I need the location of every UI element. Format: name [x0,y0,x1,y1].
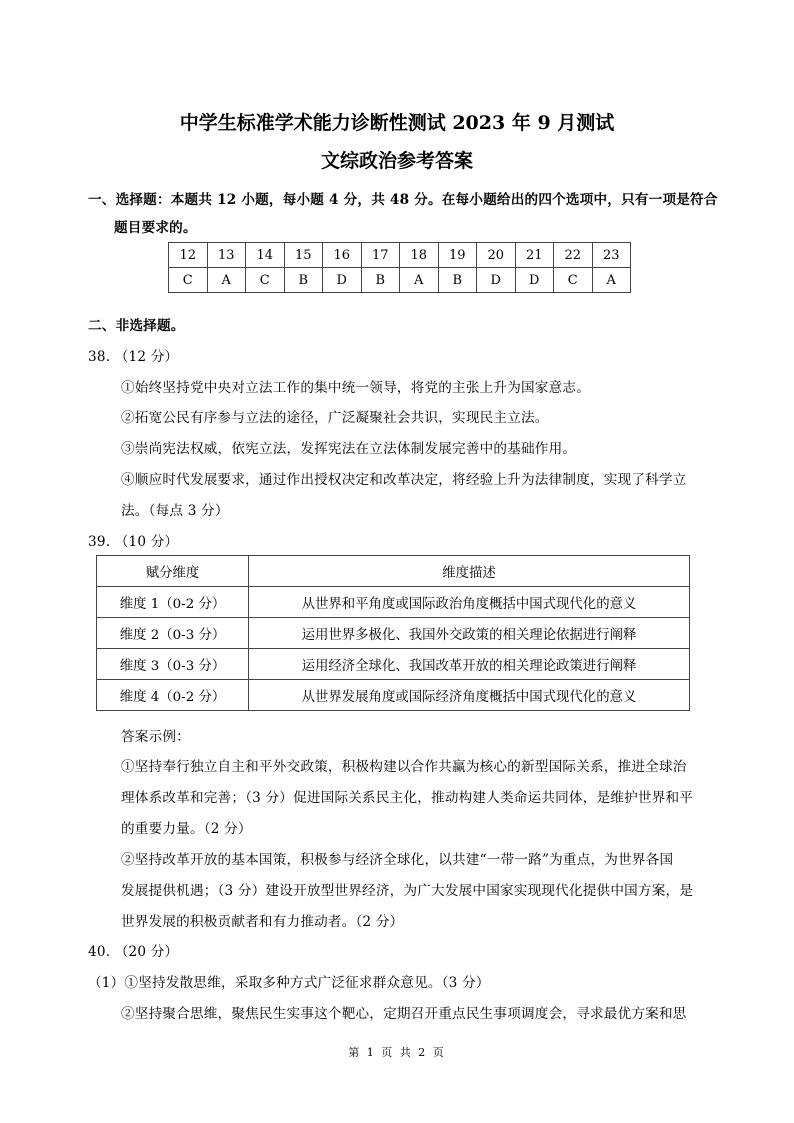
q39-label: 39. （10 分） [88,534,179,550]
question-number: 17 [361,243,400,268]
section2-heading: 二、非选择题。 [88,318,185,334]
rubric-row [97,649,690,680]
question-number-row [169,243,631,268]
answer-cell: A [400,268,439,293]
answer-cell: C [554,268,593,293]
answer-cell: D [323,268,362,293]
question-number: 22 [554,243,593,268]
section1-heading-cont: 题目要求的。 [114,220,197,236]
question-number: 15 [284,243,323,268]
answer-cell: C [169,268,208,293]
question-number: 12 [169,243,208,268]
answer-cell: A [592,268,631,293]
q39-example-line: 发展提供机遇；（3 分）建设开放型世界经济，为广大发展中国家实现现代化提供中国方案，是 [121,883,694,899]
answer-cell: D [515,268,554,293]
q39-example-label: 答案示例： [121,729,190,745]
question-number: 18 [400,243,439,268]
question-number: 20 [477,243,516,268]
q40-part1-point-1: （1）①坚持发散思维，采取多种方式广泛征求群众意见。（3 分） [88,975,490,991]
scoring-rubric-table [96,555,690,711]
q39-example-line: ①坚持奉行独立自主和平外交政策，积极构建以合作共赢为核心的新型国际关系，推进全球治 [121,759,687,775]
q38-point-4: ④顺应时代发展要求，通过作出授权决定和改革决定，将经验上升为法律制度，实现了科学立 [121,472,687,488]
q38-point-4-cont: 法。（每点 3 分） [121,503,229,519]
rubric-description: 从世界和平角度或国际政治角度概括中国式现代化的意义 [249,587,690,618]
answer-cell: B [284,268,323,293]
answer-cell: C [246,268,285,293]
q40-label: 40. （20 分） [88,944,179,960]
answer-cell: B [361,268,400,293]
document-subtitle: 文综政治参考答案 [320,150,473,172]
question-number: 19 [438,243,477,268]
question-number: 23 [592,243,631,268]
rubric-description: 运用世界多极化、我国外交政策的相关理论依据进行阐释 [249,618,690,649]
rubric-header-row [97,556,690,587]
q38-point-1: ①始终坚持党中央对立法工作的集中统一领导，将党的主张上升为国家意志。 [121,380,590,396]
q39-example-line: 世界发展的积极贡献者和有力推动者。（2 分） [121,914,404,930]
q39-example-line: 的重要力量。（2 分） [121,821,252,837]
rubric-dimension: 维度 3（0-3 分） [97,649,249,680]
rubric-dimension: 维度 4（0-2 分） [97,680,249,711]
answer-row [169,268,631,293]
q38-label: 38. （12 分） [88,349,179,365]
answer-cell: B [438,268,477,293]
multiple-choice-answer-table [168,242,631,293]
page-number: 第 1 页 共 2 页 [348,1046,446,1059]
rubric-description: 从世界发展角度或国际经济角度概括中国式现代化的意义 [249,680,690,711]
question-number: 14 [246,243,285,268]
rubric-row [97,680,690,711]
q39-example-line: ②坚持改革开放的基本国策，积极参与经济全球化，以共建“一带一路”为重点，为世界各国 [121,852,674,868]
q40-part1-point-2: ②坚持聚合思维，聚焦民生实事这个靶心，定期召开重点民生事项调度会，寻求最优方案和思 [121,1006,687,1022]
rubric-description: 运用经济全球化、我国改革开放的相关理论政策进行阐释 [249,649,690,680]
question-number: 13 [207,243,246,268]
rubric-header-description: 维度描述 [249,556,690,587]
q38-point-3: ③崇尚宪法权威，依宪立法，发挥宪法在立法体制发展完善中的基础作用。 [121,441,577,457]
rubric-row [97,587,690,618]
answer-cell: A [207,268,246,293]
answer-cell: D [477,268,516,293]
question-number: 16 [323,243,362,268]
document-title: 中学生标准学术能力诊断性测试 2023 年 9 月测试 [179,112,615,134]
section1-heading: 一、选择题：本题共 12 小题，每小题 4 分，共 48 分。在每小题给出的四个选项中，只有一项是符合 [88,192,718,208]
question-number: 21 [515,243,554,268]
q38-point-2: ②拓宽公民有序参与立法的途径，广泛凝聚社会共识，实现民主立法。 [121,410,549,426]
rubric-header-dimension: 赋分维度 [97,556,249,587]
rubric-row [97,618,690,649]
q39-example-line: 理体系改革和完善；（3 分）促进国际关系民主化，推动构建人类命运共同体，是维护世界和平 [121,790,694,806]
rubric-dimension: 维度 1（0-2 分） [97,587,249,618]
rubric-dimension: 维度 2（0-3 分） [97,618,249,649]
